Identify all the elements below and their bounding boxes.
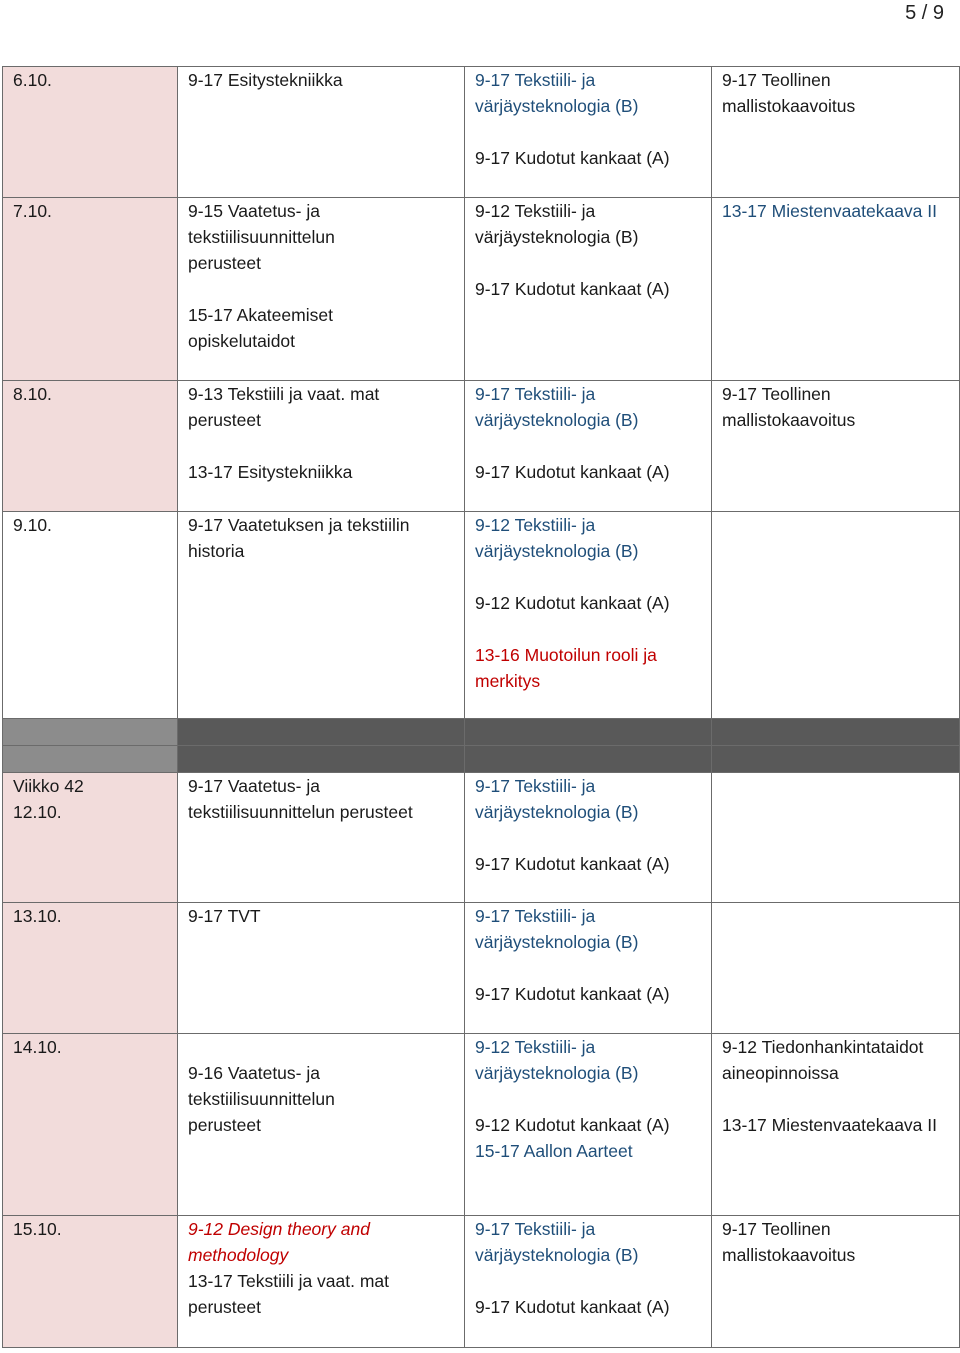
course-entry: 13-17 Tekstiili ja vaat. mat perusteet (188, 1271, 390, 1317)
course-cell (712, 67, 960, 198)
course-cell (178, 903, 465, 1034)
course-entry: 9-17 Teollinen mallistokaavoitus (722, 384, 856, 430)
course-entry: 9-17 TVT (188, 906, 261, 926)
course-entry: 9-12 Tekstiili- ja värjäysteknologia (B) (475, 515, 639, 561)
course-entry: 15-17 Aallon Aarteet (475, 1141, 633, 1161)
course-cell (712, 1034, 960, 1216)
course-cell (178, 1216, 465, 1348)
course-cell (178, 198, 465, 381)
page-number: 5 / 9 (905, 2, 944, 24)
week-separator (3, 746, 960, 773)
course-entry: 9-17 Teollinen mallistokaavoitus (722, 70, 856, 116)
course-entry: 9-12 Tiedonhankintataidot aineopinnoissa (722, 1037, 924, 1083)
table-row (3, 512, 960, 719)
course-entry: 9-17 Vaatetuksen ja tekstiilin historia (188, 515, 410, 561)
course-entry: 9-17 Esitystekniikka (188, 70, 343, 90)
table-row (3, 773, 960, 903)
course-entry: 9-17 Tekstiili- ja värjäysteknologia (B) (475, 70, 639, 116)
course-entry: 9-17 Tekstiili- ja värjäysteknologia (B) (475, 906, 639, 952)
course-cell (465, 512, 712, 719)
date-cell: 13.10. (3, 903, 178, 1034)
course-cell (178, 773, 465, 903)
course-cell (712, 198, 960, 381)
course-cell (465, 198, 712, 381)
course-cell (178, 512, 465, 719)
course-cell (712, 903, 960, 1034)
course-entry: 9-16 Vaatetus- ja tekstiilisuunnittelun perusteet (188, 1063, 335, 1135)
course-entry: 15-17 Akateemiset opiskelutaidot (188, 305, 333, 351)
course-cell (712, 1216, 960, 1348)
course-cell (178, 381, 465, 512)
course-entry: 9-17 Kudotut kankaat (A) (475, 1297, 670, 1317)
course-entry: 9-17 Kudotut kankaat (A) (475, 462, 670, 482)
course-entry: 13-17 Miestenvaatekaava II (722, 1115, 937, 1135)
course-cell (178, 1034, 465, 1216)
course-entry: 9-12 Tekstiili- ja värjäysteknologia (B) (475, 201, 639, 247)
table-row (3, 67, 960, 198)
course-entry: 13-16 Muotoilun rooli ja merkitys (475, 645, 657, 691)
course-entry: 9-17 Kudotut kankaat (A) (475, 148, 670, 168)
table-row (3, 903, 960, 1034)
course-cell (712, 381, 960, 512)
course-entry: 9-12 Tekstiili- ja värjäysteknologia (B) (475, 1037, 639, 1083)
course-entry: 9-17 Tekstiili- ja värjäysteknologia (B) (475, 1219, 639, 1265)
course-cell (178, 67, 465, 198)
course-cell (712, 773, 960, 903)
course-entry: 9-17 Kudotut kankaat (A) (475, 854, 670, 874)
course-cell (465, 773, 712, 903)
course-entry: 9-15 Vaatetus- ja tekstiilisuunnittelun perusteet (188, 201, 335, 273)
course-cell (465, 1216, 712, 1348)
date-cell: 6.10. (3, 67, 178, 198)
table-row (3, 1216, 960, 1348)
schedule-table (2, 66, 960, 1348)
course-cell (465, 1034, 712, 1216)
table-row (3, 381, 960, 512)
course-entry: 9-17 Kudotut kankaat (A) (475, 984, 670, 1004)
course-entry: 9-17 Teollinen mallistokaavoitus (722, 1219, 856, 1265)
date-cell: 14.10. (3, 1034, 178, 1216)
table-row (3, 198, 960, 381)
date-cell: 8.10. (3, 381, 178, 512)
date-cell: 9.10. (3, 512, 178, 719)
course-cell (465, 67, 712, 198)
table-row (3, 1034, 960, 1216)
course-cell (465, 381, 712, 512)
course-cell (465, 903, 712, 1034)
course-entry: 9-17 Tekstiili- ja värjäysteknologia (B) (475, 776, 639, 822)
course-entry: 9-17 Tekstiili- ja värjäysteknologia (B) (475, 384, 639, 430)
course-cell (712, 512, 960, 719)
course-entry: 9-12 Kudotut kankaat (A) (475, 593, 670, 613)
date-cell: 7.10. (3, 198, 178, 381)
date-cell: 15.10. (3, 1216, 178, 1348)
course-entry: 9-12 Kudotut kankaat (A) (475, 1115, 670, 1135)
date-cell: Viikko 42 12.10. (3, 773, 178, 903)
course-entry: 9-13 Tekstiili ja vaat. mat perusteet (188, 384, 380, 430)
course-entry: 13-17 Esitystekniikka (188, 462, 353, 482)
week-separator (3, 719, 960, 746)
course-entry: 9-17 Vaatetus- ja tekstiilisuunnittelun perusteet (188, 776, 413, 822)
course-entry: 9-17 Kudotut kankaat (A) (475, 279, 670, 299)
course-entry: 13-17 Miestenvaatekaava II (722, 201, 937, 221)
course-entry: 9-12 Design theory and methodology (188, 1219, 370, 1265)
